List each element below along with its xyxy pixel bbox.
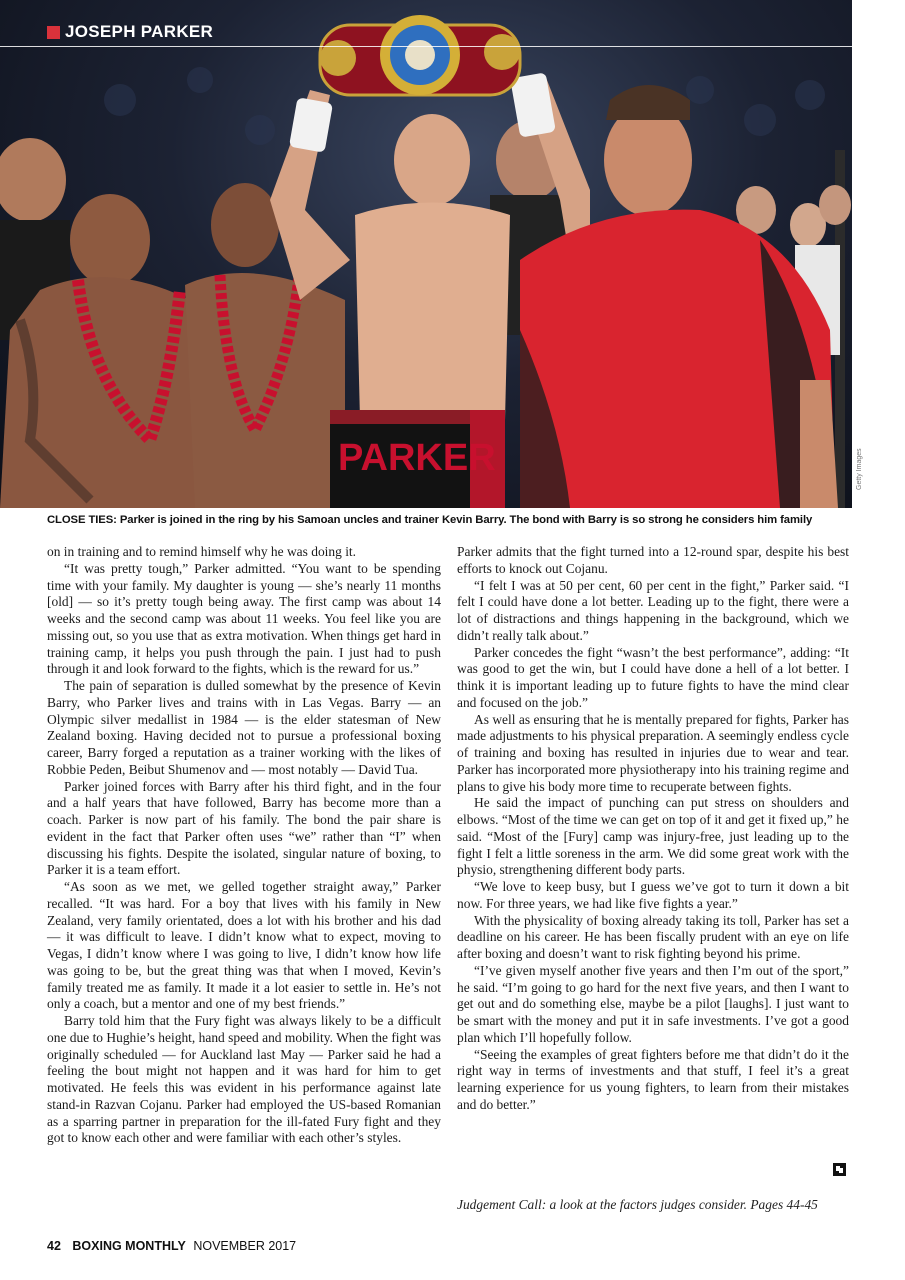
section-marker-icon: [47, 26, 60, 39]
paragraph: As well as ensuring that he is mentally prepared for fights, Parker has made adjustments to his physical preparation. A seemingly endless cycle of training and boxing has resulted in injuries due to wear and tear. Parker has incorporated more physiotherapy into his training regime and plans to give his body more time to recuperate between fights.: [457, 711, 849, 794]
article-column-left: [47, 544, 441, 1147]
paragraph: Parker admits that the fight turned into a 12-round spar, despite his best efforts to knock out Cojanu.: [457, 544, 849, 576]
paragraph: Parker concedes the fight “wasn’t the best performance”, adding: “It was good to get the win, but I could have done a hell of a lot better. I think it is important leading up to future fights to have the mind clear and focused on the job.”: [457, 644, 849, 710]
magazine-name: BOXING MONTHLY: [72, 1239, 186, 1253]
section-header: [47, 22, 213, 42]
paragraph: “I felt I was at 50 per cent, 60 per cent in the fight,” Parker said. “I felt I could have done a lot better. Leading up to the fight, there were a lot of distractions and things happening in the background, which we didn’t really talk about.”: [457, 577, 849, 643]
paragraph: “As soon as we met, we gelled together straight away,” Parker recalled. “It was hard. For a boy that lives with his family in New Zealand, very family orientated, does a lot with his brother and his dad — it was difficult to leave. I didn’t know what to expect, moving to Vegas, I didn’t know where I was going to live, I didn’t know how life was going to be, but the great thing was that when I moved, Kevin’s family treated me as family. It made it a lot easier to settle in. He’s not only a coach, but a mentor and one of my best friends.”: [47, 879, 441, 1012]
paragraph: on in training and to remind himself why he was doing it.: [47, 544, 357, 559]
championship-belt-graphic: [320, 15, 520, 95]
paragraph: “I’ve given myself another five years and then I’m out of the sport,” he said. “I’m going to go hard for the next five years, and then I want to get out and do something else, maybe be a pilot [laughs]. I just want to be smart with the money and put it in safe investments. I’ve got a good plan which I’ll hopefully follow.: [457, 962, 849, 1045]
paragraph: The pain of separation is dulled somewhat by the presence of Kevin Barry, who Parker lives and trains with in Las Vegas. Barry — an Olympic silver medallist in 1984 — is the elder statesman of New Zealand boxing. Having decided not to pursue a professional boxing career, Barry forged a reputation as a trainer working with the likes of Robbie Peden, Beibut Shumenov and — most notably — David Tua.: [47, 678, 441, 777]
paragraph: Barry told him that the Fury fight was always likely to be a difficult one due to Hughie’s height, hand speed and mobility. When the fight was originally scheduled — for Auckland last May — Parker said he had a feeling the bout might not happen and it was hard for him to get motivated. He feels this was evident in his performance against late stand-in Razvan Cojanu. Parker had employed the US-based Romanian as a sparring partner in preparation for the ill-fated Fury fight and they got to know each other and were familiar with each other’s styles.: [47, 1013, 441, 1146]
cross-reference: Judgement Call: a look at the factors judges consider. Pages 44-45: [457, 1197, 818, 1212]
header-rule: [0, 46, 852, 47]
paragraph: With the physicality of boxing already taking its toll, Parker has set a deadline on his career. He has been fiscally prudent with an eye on life after boxing and doesn’t want to risk fighting beyond his prime.: [457, 912, 849, 961]
article-column-right: [457, 544, 849, 1114]
trunks-text: PARKER: [338, 437, 496, 479]
paragraph: “Seeing the examples of great fighters before me that didn’t do it the right way in terms of investments and that stuff, I feel it’s a great learning experience for us young fighters, to learn from their mistakes and do better.”: [457, 1046, 849, 1112]
page-footer: [47, 1239, 296, 1253]
photo-illustration: [0, 0, 852, 508]
page-number: 42: [47, 1239, 61, 1253]
paragraph: He said the impact of punching can put stress on shoulders and elbows. “Most of the time we can get on top of it and get it fixed up,” he said. “Most of the [Fury] camp was injury-free, just leading up to the fight I felt a little soreness in the arm. We did some great work with the physio, strengthening different body parts.: [457, 795, 849, 878]
paragraph: Parker joined forces with Barry after his third fight, and in the four and a half years that have followed, Barry has become more than a coach. Parker is now part of his family. The bond the pair share is evident in the fact that Parker often uses “we” rather than “I” when discussing his fights. Despite the isolated, singular nature of boxing, to Parker it is a team effort.: [47, 778, 441, 878]
issue-date: NOVEMBER 2017: [193, 1239, 297, 1253]
caption-text: Parker is joined in the ring by his Samoan uncles and trainer Kevin Barry. The bond with Barry is so strong he considers him family: [119, 514, 813, 526]
paragraph: “We love to keep busy, but I guess we’ve got to turn it down a bit now. For three years, we had like five fights a year.”: [457, 879, 849, 911]
section-title: JOSEPH PARKER: [65, 22, 214, 41]
caption-lead: CLOSE TIES:: [47, 514, 117, 526]
hero-photo: [0, 0, 852, 508]
photo-caption: [47, 514, 847, 526]
paragraph: “It was pretty tough,” Parker admitted. “You want to be spending time with your family. My daughter is young — she’s nearly 11 months [old] — so it’s pretty tough being away. The first camp was about 14 weeks and the second camp was about 11 weeks. You feel like you are missing out, so you use that as extra motivation. When things get hard in training camp, it helps you push through the pain. I just had to push through it and look forward to the fights, which is the reward for us.”: [47, 560, 441, 677]
end-of-article-icon: [833, 1163, 846, 1176]
photo-credit: Getty Images: [856, 448, 863, 490]
